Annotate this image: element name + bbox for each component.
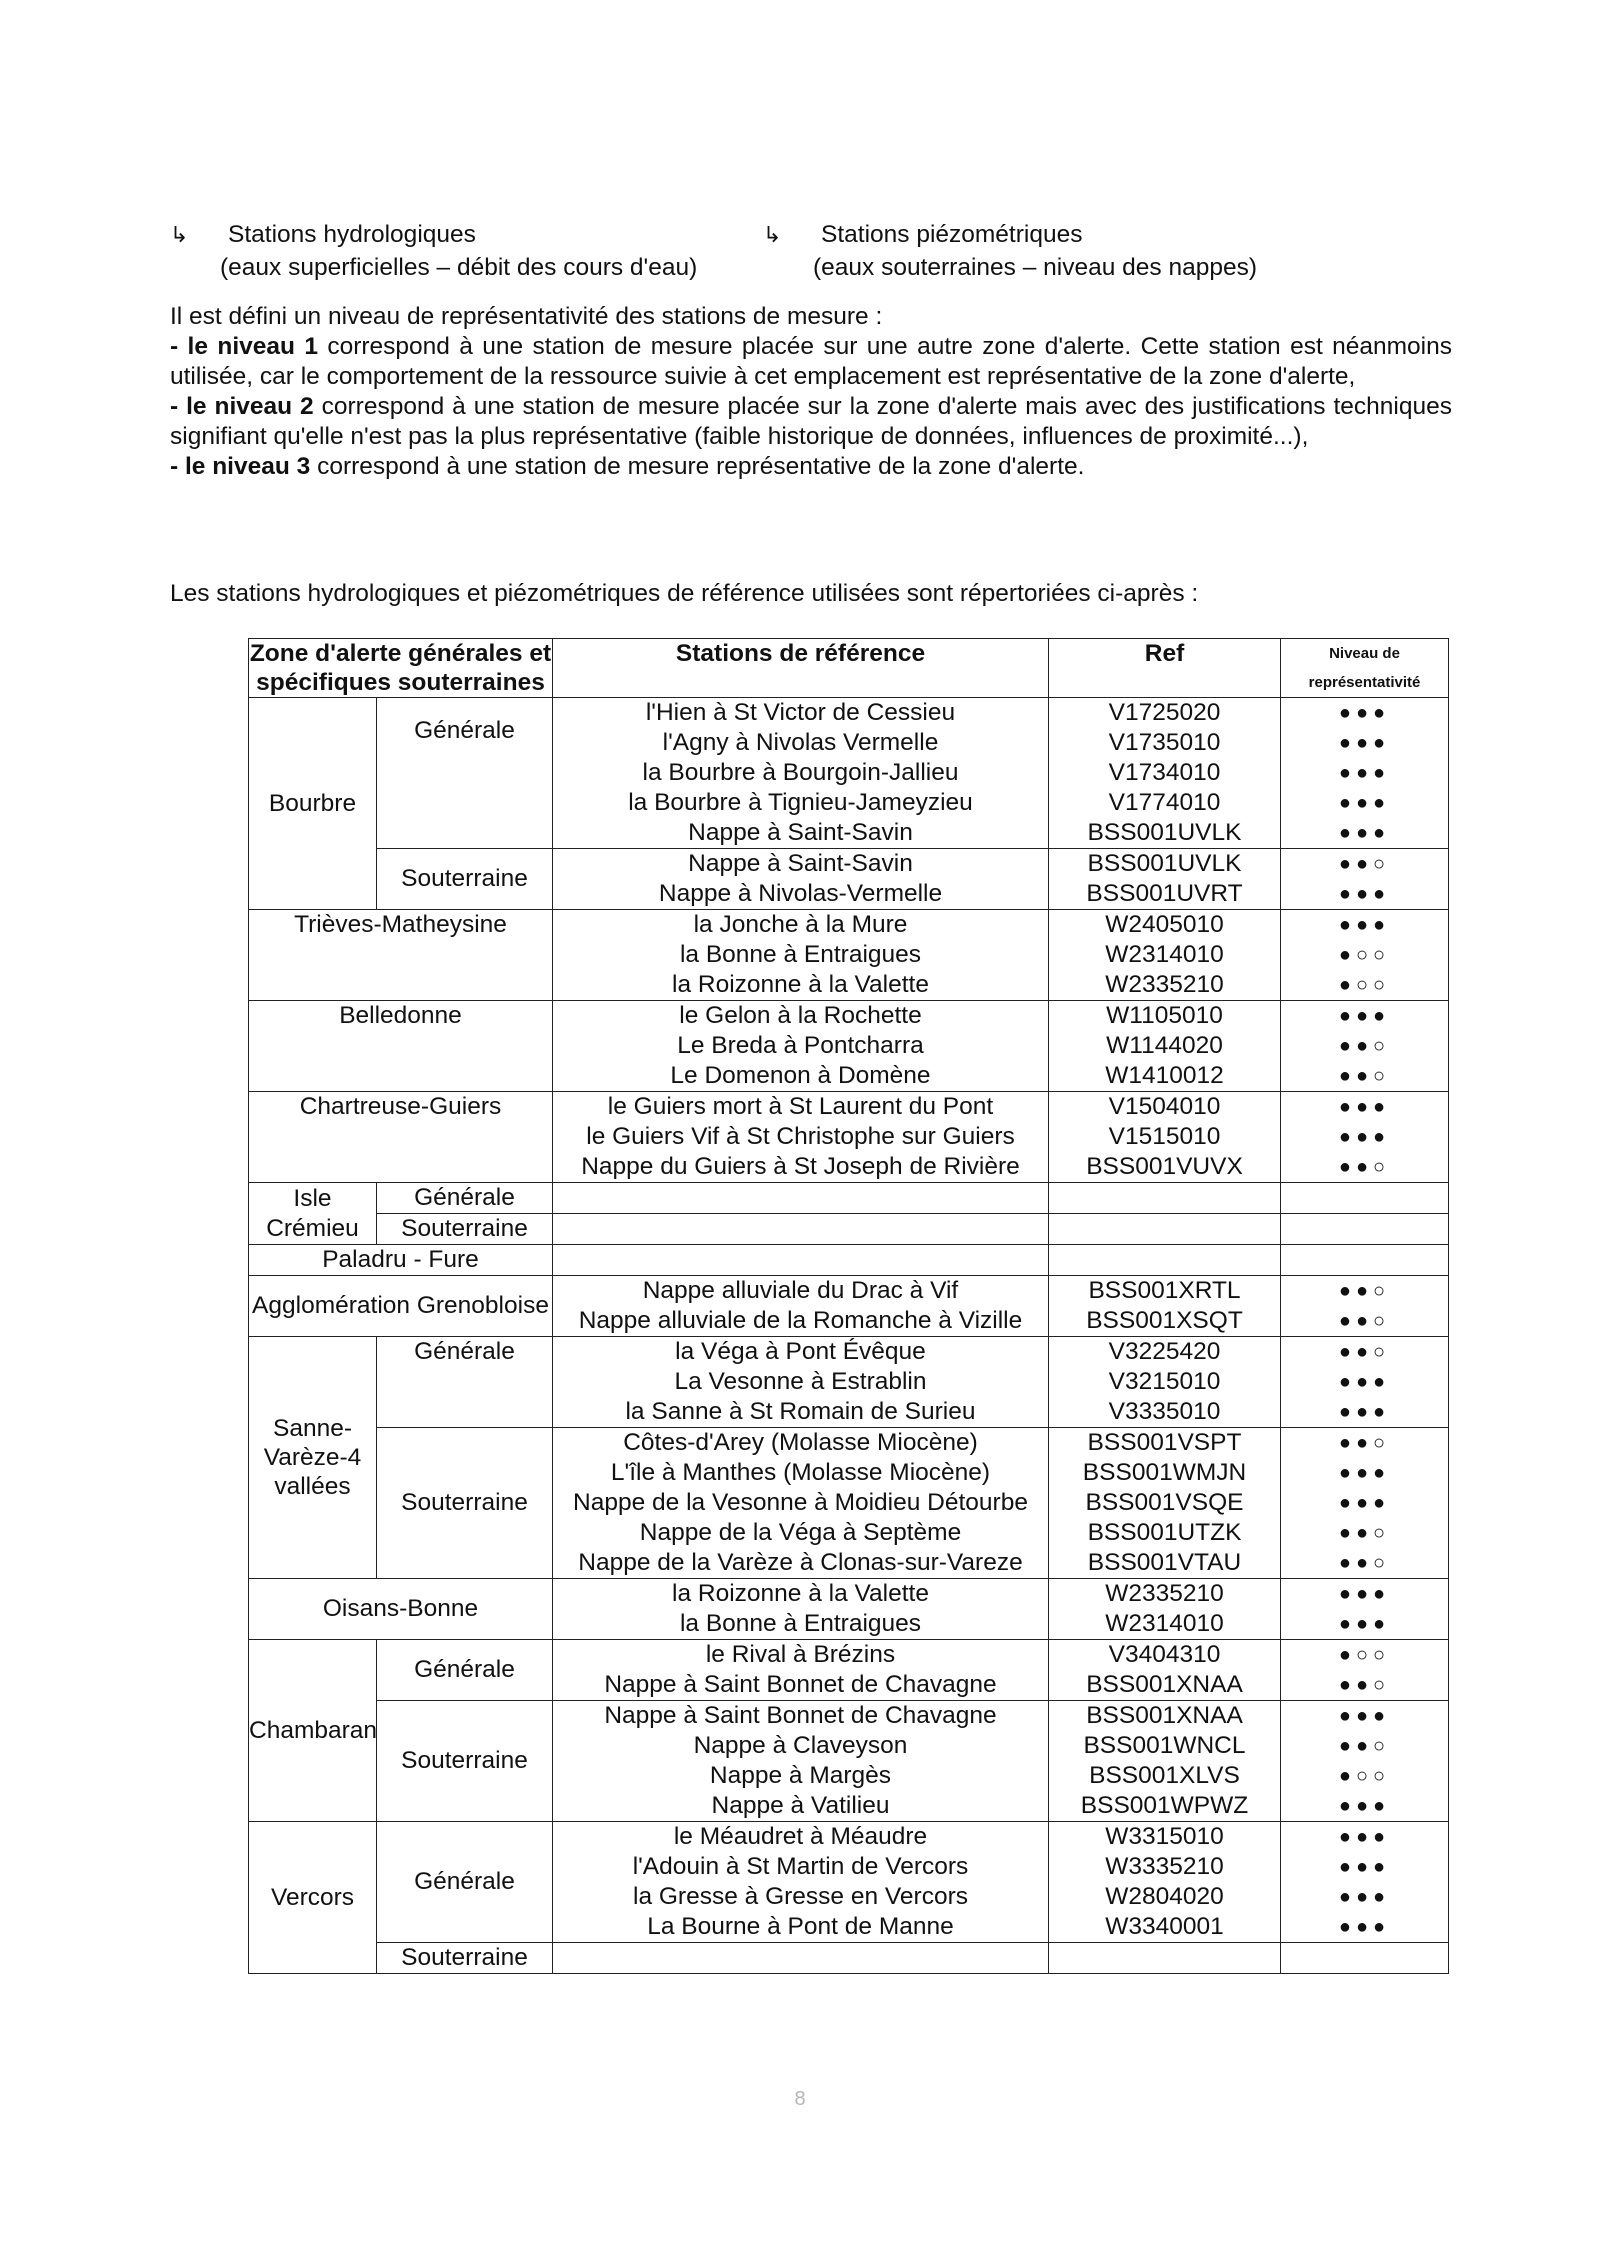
station-name: Nappe à Margès: [709, 1762, 892, 1789]
station-name: la Roizonne à la Valette: [672, 1580, 929, 1607]
intro-text: [170, 302, 1452, 482]
level-dots: ●○○: [1338, 1644, 1391, 1666]
station-ref: BSS001VSQE: [1085, 1489, 1244, 1516]
table-row: [249, 1701, 1449, 1822]
level-dots: ●●○: [1338, 1552, 1391, 1574]
level-list: [1281, 1001, 1449, 1092]
station-list: [553, 1092, 1049, 1183]
station-name: la Bonne à Entraigues: [679, 1610, 922, 1637]
station-name: La Bourne à Pont de Manne: [647, 1913, 954, 1940]
level-list: [1281, 849, 1449, 910]
station-list: [553, 1276, 1049, 1337]
subzone-cell: Générale: [377, 1183, 553, 1214]
station-list: [553, 1001, 1049, 1092]
ref-list: [1049, 1579, 1281, 1640]
level-dots: ●○○: [1338, 944, 1391, 966]
table-row: [249, 1822, 1449, 1943]
level-dots: ●●●: [1338, 1005, 1391, 1027]
level-header: Niveau de représentativité: [1281, 639, 1449, 698]
station-ref: W2335210: [1105, 1580, 1224, 1607]
station-ref: V3225420: [1108, 1338, 1221, 1365]
station-name: l'Adouin à St Martin de Vercors: [632, 1853, 969, 1880]
station-ref: BSS001XLVS: [1089, 1762, 1240, 1789]
station-name: Nappe du Guiers à St Joseph de Rivière: [581, 1153, 1020, 1180]
station-ref: BSS001XNAA: [1086, 1671, 1243, 1698]
station-ref: BSS001VTAU: [1087, 1549, 1242, 1576]
station-list: [553, 849, 1049, 910]
station-name: Nappe de la Varèze à Clonas-sur-Vareze: [578, 1549, 1023, 1576]
table-row: [249, 698, 1449, 849]
level-dots: ●●●: [1338, 822, 1391, 844]
ref-list: [1049, 1428, 1281, 1579]
level-dots: ●●●: [1338, 1705, 1391, 1727]
station-name: la Bonne à Entraigues: [679, 941, 922, 968]
level-dots: ●●●: [1338, 1126, 1391, 1148]
station-name: L'île à Manthes (Molasse Miocène): [610, 1459, 991, 1486]
empty-cell: [553, 1943, 1049, 1974]
table-row: [249, 1579, 1449, 1640]
ref-list: [1049, 1092, 1281, 1183]
intro-paragraph: Il est défini un niveau de représentativité des stations de mesure :: [170, 303, 883, 330]
level-3-description: [170, 452, 1452, 482]
station-name: la Véga à Pont Évêque: [675, 1338, 926, 1365]
level-list: [1281, 1428, 1449, 1579]
subzone-cell: Générale: [377, 1640, 553, 1701]
zone-cell: Agglomération Grenobloise: [249, 1276, 553, 1337]
reference-stations-table: [248, 638, 1449, 1974]
station-name: la Gresse à Gresse en Vercors: [633, 1883, 968, 1910]
station-name: le Guiers mort à St Laurent du Pont: [607, 1093, 994, 1120]
station-name: Nappe alluviale de la Romanche à Vizille: [578, 1307, 1023, 1334]
ref-list: [1049, 1701, 1281, 1822]
station-list: [553, 1579, 1049, 1640]
station-ref: V1515010: [1108, 1123, 1221, 1150]
level-dots: ●●●: [1338, 1916, 1391, 1938]
level-list: [1281, 1276, 1449, 1337]
subzone-cell: Souterraine: [377, 849, 553, 910]
level-dots: ●●●: [1338, 883, 1391, 905]
piezometric-stations-header: [763, 218, 1257, 284]
level-dots: ●●○: [1338, 1156, 1391, 1178]
level-text: correspond à une station de mesure placée sur une autre zone d'alerte. Cette station est néanmoins utilisée, car le comportement de la ressource suivie à cet emplacement est représentative de la zone d'alerte,: [170, 333, 1452, 390]
table-row: [249, 1183, 1449, 1214]
arrow-icon: ↳: [763, 222, 782, 247]
ref-list: [1049, 1640, 1281, 1701]
zone-cell: Oisans-Bonne: [249, 1579, 553, 1640]
empty-cell: [1049, 1183, 1281, 1214]
station-name: La Vesonne à Estrablin: [674, 1368, 927, 1395]
subzone-cell: Générale: [377, 1337, 553, 1428]
subzone-cell: Souterraine: [377, 1428, 553, 1579]
station-name: Nappe à Saint Bonnet de Chavagne: [604, 1702, 997, 1729]
zone-header: Zone d'alerte générales et spécifiques souterraines: [249, 640, 552, 696]
table-row: [249, 1001, 1449, 1092]
level-dots: ●●●: [1338, 1492, 1391, 1514]
station-name: le Gelon à la Rochette: [679, 1002, 922, 1029]
station-ref: BSS001WNCL: [1083, 1732, 1246, 1759]
station-name: Nappe à Saint-Savin: [688, 819, 913, 846]
station-name: Nappe à Saint Bonnet de Chavagne: [604, 1671, 997, 1698]
station-name: Le Breda à Pontcharra: [677, 1032, 924, 1059]
ref-list: [1049, 698, 1281, 849]
level-dots: ●●●: [1338, 1886, 1391, 1908]
empty-cell: [1281, 1943, 1449, 1974]
level-dots: ●○○: [1338, 974, 1391, 996]
level-text: correspond à une station de mesure placée sur la zone d'alerte mais avec des justifications techniques signifiant qu'elle n'est pas la plus représentative (faible historique de données, influences de proximité...),: [170, 393, 1452, 450]
station-list: [553, 1701, 1049, 1822]
station-ref: W3340001: [1105, 1913, 1224, 1940]
station-name: le Rival à Brézins: [705, 1641, 896, 1668]
station-name: Nappe à Claveyson: [693, 1732, 908, 1759]
level-dots: ●●●: [1338, 762, 1391, 784]
subzone-cell: Générale: [377, 698, 553, 849]
level-label: - le niveau 2: [170, 393, 314, 420]
zone-cell: Sanne-Varèze-4 vallées: [249, 1337, 377, 1579]
ref-header: Ref: [1049, 639, 1281, 698]
table-row: [249, 1943, 1449, 1974]
station-ref: W3315010: [1105, 1823, 1224, 1850]
table-row: [249, 1276, 1449, 1337]
level-dots: ●●●: [1338, 1795, 1391, 1817]
station-name: l'Hien à St Victor de Cessieu: [645, 699, 956, 726]
zone-cell: Trièves-Matheysine: [249, 910, 553, 1001]
level-dots: ●●○: [1338, 1432, 1391, 1454]
zone-cell: Vercors: [249, 1822, 377, 1974]
level-dots: ●●●: [1338, 702, 1391, 724]
subzone-cell: Générale: [377, 1822, 553, 1943]
subzone-cell: Souterraine: [377, 1701, 553, 1822]
header-title: Stations piézométriques: [821, 221, 1083, 248]
station-ref: V1725020: [1108, 699, 1221, 726]
station-ref: V1504010: [1108, 1093, 1221, 1120]
table-row: [249, 1640, 1449, 1701]
station-name: la Bourbre à Bourgoin-Jallieu: [642, 759, 959, 786]
station-ref: W2314010: [1105, 941, 1224, 968]
zone-cell: Chartreuse-Guiers: [249, 1092, 553, 1183]
station-ref: W3335210: [1105, 1853, 1224, 1880]
level-dots: ●●○: [1338, 1674, 1391, 1696]
level-label: - le niveau 1: [170, 333, 318, 360]
ref-list: [1049, 1276, 1281, 1337]
level-dots: ●○○: [1338, 1765, 1391, 1787]
ref-list: [1049, 1001, 1281, 1092]
station-ref: BSS001WMJN: [1082, 1459, 1247, 1486]
table-header-row: [249, 639, 1449, 698]
level-dots: ●●○: [1338, 1065, 1391, 1087]
station-ref: BSS001UVRT: [1086, 880, 1243, 907]
station-ref: V3335010: [1108, 1398, 1221, 1425]
empty-cell: [1281, 1214, 1449, 1245]
zone-cell: Bourbre: [249, 698, 377, 910]
station-name: Côtes-d'Arey (Molasse Miocène): [623, 1429, 978, 1456]
station-ref: V3404310: [1108, 1641, 1221, 1668]
station-ref: W1410012: [1105, 1062, 1224, 1089]
level-list: [1281, 1640, 1449, 1701]
station-ref: BSS001VUVX: [1086, 1153, 1243, 1180]
level-2-description: [170, 392, 1452, 452]
empty-cell: [1049, 1943, 1281, 1974]
empty-cell: [553, 1183, 1049, 1214]
level-dots: ●●●: [1338, 1371, 1391, 1393]
station-name: Nappe à Saint-Savin: [688, 850, 913, 877]
table-intro: Les stations hydrologiques et piézométriques de référence utilisées sont répertoriées ci-après :: [170, 580, 1199, 607]
level-dots: ●●○: [1338, 853, 1391, 875]
subzone-cell: Souterraine: [377, 1943, 553, 1974]
level-dots: ●●○: [1338, 1522, 1391, 1544]
empty-cell: [1049, 1214, 1281, 1245]
level-list: [1281, 1579, 1449, 1640]
station-ref: W1144020: [1106, 1032, 1223, 1059]
level-dots: ●●○: [1338, 1035, 1391, 1057]
ref-list: [1049, 1822, 1281, 1943]
station-name: le Méaudret à Méaudre: [673, 1823, 928, 1850]
station-name: Nappe de la Vesonne à Moidieu Détourbe: [573, 1489, 1028, 1516]
stations-header: Stations de référence: [553, 639, 1049, 698]
table-row: [249, 910, 1449, 1001]
ref-list: [1049, 1337, 1281, 1428]
zone-cell: Chambaran: [249, 1640, 377, 1822]
level-dots: ●●○: [1338, 1280, 1391, 1302]
station-ref: BSS001VSPT: [1087, 1429, 1242, 1456]
table-row: [249, 1428, 1449, 1579]
zone-cell: Paladru - Fure: [249, 1245, 553, 1276]
station-ref: W2804020: [1105, 1883, 1224, 1910]
station-name: l'Agny à Nivolas Vermelle: [662, 729, 939, 756]
station-name: la Roizonne à la Valette: [672, 971, 929, 998]
level-list: [1281, 1822, 1449, 1943]
station-name: la Bourbre à Tignieu-Jameyzieu: [628, 789, 973, 816]
level-label: - le niveau 3: [170, 453, 311, 480]
station-ref: BSS001UTZK: [1087, 1519, 1242, 1546]
station-list: [553, 1428, 1049, 1579]
arrow-icon: ↳: [170, 222, 189, 247]
station-ref: BSS001XRTL: [1088, 1277, 1241, 1304]
level-dots: ●●●: [1338, 1613, 1391, 1635]
table-row: [249, 1337, 1449, 1428]
station-name: la Jonche à la Mure: [693, 911, 908, 938]
level-list: [1281, 1337, 1449, 1428]
station-name: Nappe à Vatilieu: [711, 1792, 890, 1819]
station-ref: V1735010: [1108, 729, 1221, 756]
station-ref: BSS001UVLK: [1087, 819, 1242, 846]
zone-cell: Isle Crémieu: [249, 1183, 377, 1245]
level-list: [1281, 1701, 1449, 1822]
ref-list: [1049, 849, 1281, 910]
empty-cell: [553, 1245, 1049, 1276]
level-dots: ●●●: [1338, 1583, 1391, 1605]
station-list: [553, 698, 1049, 849]
station-ref: V1774010: [1108, 789, 1221, 816]
subzone-cell: Souterraine: [377, 1214, 553, 1245]
station-list: [553, 1337, 1049, 1428]
level-dots: ●●●: [1338, 1096, 1391, 1118]
zone-cell: Belledonne: [249, 1001, 553, 1092]
level-text: correspond à une station de mesure représentative de la zone d'alerte.: [310, 453, 1085, 480]
station-list: [553, 1640, 1049, 1701]
station-name: Nappe de la Véga à Septème: [639, 1519, 962, 1546]
ref-list: [1049, 910, 1281, 1001]
level-dots: ●●○: [1338, 1310, 1391, 1332]
station-ref: BSS001XSQT: [1086, 1307, 1243, 1334]
station-name: Nappe à Nivolas-Vermelle: [658, 880, 943, 907]
station-ref: W2335210: [1105, 971, 1224, 998]
empty-cell: [1281, 1183, 1449, 1214]
empty-cell: [1281, 1245, 1449, 1276]
station-ref: W2405010: [1105, 911, 1224, 938]
level-dots: ●●●: [1338, 1462, 1391, 1484]
station-name: Le Domenon à Domène: [670, 1062, 931, 1089]
station-list: [553, 1822, 1049, 1943]
header-subtitle: (eaux superficielles – débit des cours d'eau): [220, 254, 698, 281]
table-row: [249, 1092, 1449, 1183]
station-ref: BSS001UVLK: [1087, 850, 1242, 877]
station-ref: BSS001XNAA: [1086, 1702, 1243, 1729]
station-name: la Sanne à St Romain de Surieu: [625, 1398, 976, 1425]
level-dots: ●●●: [1338, 1401, 1391, 1423]
level-1-description: [170, 332, 1452, 392]
level-dots: ●●○: [1338, 1735, 1391, 1757]
level-dots: ●●○: [1338, 1341, 1391, 1363]
table-row: [249, 1245, 1449, 1276]
station-ref: V1734010: [1108, 759, 1221, 786]
level-list: [1281, 698, 1449, 849]
level-dots: ●●●: [1338, 792, 1391, 814]
station-ref: V3215010: [1108, 1368, 1221, 1395]
station-ref: W1105010: [1106, 1002, 1223, 1029]
hydrological-stations-header: [170, 218, 697, 284]
header-subtitle: (eaux souterraines – niveau des nappes): [813, 254, 1258, 281]
level-dots: ●●●: [1338, 1856, 1391, 1878]
station-ref: W2314010: [1105, 1610, 1224, 1637]
level-list: [1281, 910, 1449, 1001]
page-number: 8: [794, 2088, 806, 2110]
station-ref: BSS001WPWZ: [1080, 1792, 1249, 1819]
table-row: [249, 1214, 1449, 1245]
station-name: le Guiers Vif à St Christophe sur Guiers: [586, 1123, 1015, 1150]
station-name: Nappe alluviale du Drac à Vif: [642, 1277, 959, 1304]
level-dots: ●●●: [1338, 732, 1391, 754]
level-list: [1281, 1092, 1449, 1183]
level-dots: ●●●: [1338, 1826, 1391, 1848]
empty-cell: [553, 1214, 1049, 1245]
station-list: [553, 910, 1049, 1001]
empty-cell: [1049, 1245, 1281, 1276]
level-dots: ●●●: [1338, 914, 1391, 936]
table-row: [249, 849, 1449, 910]
header-title: Stations hydrologiques: [228, 221, 476, 248]
